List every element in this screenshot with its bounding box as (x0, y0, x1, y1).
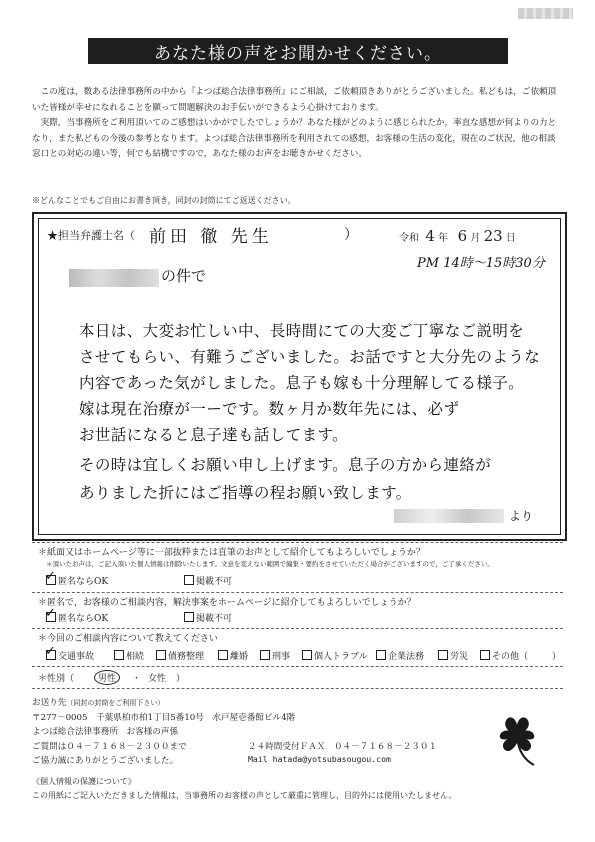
intro-paragraph-1: この度は，数ある法律事務所の中から『よつば総合法律事務所』にご相談，ご依頼頂きありがとうございました。私どもは，ご依頼頂いた皆様が幸せになれることを願って問題解決のお手伝いができるよう心掛けております。 (32, 87, 557, 113)
date-month-unit: 月 (470, 233, 481, 244)
date-era: 令和 (399, 233, 419, 244)
date-year: 4 (425, 227, 435, 245)
checkbox[interactable] (184, 612, 194, 622)
checkbox[interactable] (302, 650, 312, 660)
checkbox[interactable] (184, 575, 194, 585)
intro-text (32, 85, 564, 163)
address-title: お送り先（同封の封筒をご利用下さい） (32, 698, 165, 708)
option-labor-accident[interactable]: 労災 (438, 649, 468, 662)
consult-time: PM 14時～15時30分 (417, 256, 545, 271)
question-publish-consent (32, 542, 563, 592)
postal-address: 〒277－0005 千葉県柏市柏1丁目5番10号 水戸屋壱番館ビル4階 (32, 713, 296, 723)
option-not-allowed[interactable]: 掲載不可 (184, 574, 232, 587)
clover-logo-icon (490, 707, 545, 772)
option-other[interactable]: その他（ (480, 649, 528, 662)
date-month: 6 (457, 227, 468, 245)
option-not-allowed[interactable]: 掲載不可 (184, 611, 232, 624)
question-title: ＊性別（ (38, 674, 75, 684)
signature-suffix: より (509, 509, 534, 523)
question-case-consent (32, 592, 563, 628)
checkbox[interactable] (260, 650, 270, 660)
lawyer-name: 前田 徹 先生 (149, 227, 273, 247)
option-debt[interactable]: 債務整理 (156, 649, 204, 662)
checkbox[interactable] (480, 650, 490, 660)
lawyer-label: ★担当弁護士名（ (47, 229, 135, 242)
case-suffix: の件で (161, 267, 207, 285)
date-field (399, 227, 516, 245)
fax-info: ２４時間受付ＦＡＸ ０４－７１６８－２３０１ (248, 742, 438, 752)
question-gender (32, 666, 563, 688)
checkbox[interactable] (438, 650, 448, 660)
gender-separator: ・ (132, 674, 142, 684)
comment-line: お世話になると息子達も話してます。 (79, 426, 349, 444)
comment-line: させてもらい、有難うございました。お話ですと大分先のような (79, 348, 541, 366)
lawyer-paren-close: ） (344, 227, 358, 243)
phone-info: ご質問は０４－７１６８－２３００まで (32, 742, 187, 752)
comment-box[interactable] (32, 212, 567, 541)
checkbox[interactable] (45, 644, 56, 660)
option-corporate[interactable]: 企業法務 (376, 649, 424, 662)
office-name: よつば総合法律事務所 お客様の声係 (32, 727, 179, 737)
date-day-unit: 日 (505, 233, 516, 244)
intro-paragraph-2: 実際，当事務所をご利用頂いてのご感想はいかがでしたでしょうか？あなた様がどのように感じられたか，率直な感想が何よりの力となり，また私どもの今後の参考となります。よつば総合法律事務所を利用されての感想，お客様の生活の変化，現在のご状況，他の相談窓口との対応の違い等，何でも結構ですので，あなた様のお声をお聴きかせください。 (32, 118, 557, 159)
option-inheritance[interactable]: 相続 (114, 649, 144, 662)
option-traffic-accident[interactable]: ✓ 交通事故 (45, 644, 95, 662)
comment-line: 内容であった気がしました。息子も嫁も十分理解してる様子。 (79, 374, 525, 392)
instruction-note: ※どんなことでもご自由にお書き頂き，同封の封筒にてご返送ください。 (32, 196, 296, 205)
comment-line: ありました折にはご指導の程お願い致します。 (79, 484, 412, 502)
checkbox[interactable] (218, 650, 228, 660)
question-note: ＊頂いたお声は，ご記入頂いた個人情報は削除いたします。文意を変えない範囲で編集・要約をさせていただく場合がございますので，ご了承ください。 (46, 560, 494, 568)
checkbox[interactable] (45, 606, 56, 622)
redacted-corner-mark (518, 8, 573, 19)
check-mark-icon: ✓ (45, 569, 56, 584)
checkbox[interactable] (376, 650, 386, 660)
option-female[interactable]: 女性 (148, 674, 167, 684)
redacted-case-name (69, 269, 159, 287)
gender-close: ） (176, 674, 186, 684)
question-title: ＊匿名で，お客様のご相談内容，解決事案をホームページに紹介してもよろしいでしょうか？ (38, 598, 416, 608)
option-anonymous-ok[interactable]: ✓ 匿名ならOK (45, 569, 109, 587)
page-title: あなた様の声をお聞かせください。 (88, 38, 508, 64)
comment-line: 本日は、大変お忙しい中、長時間にての大変ご丁寧なご説明を (79, 322, 525, 340)
question-title: ＊今回のご相談内容について教えてください (38, 634, 218, 644)
privacy-text: この用紙にご記入いただきました情報は，当事務所のお客様の声として厳重に管理し，目的外には使用いたしません。 (32, 791, 457, 800)
redacted-signature (394, 509, 504, 523)
checkbox[interactable] (45, 569, 56, 585)
date-year-unit: 年 (438, 233, 449, 244)
email-info: Mail hatada@yotsubasougou.com (248, 754, 391, 764)
comment-line: 嫁は現在治療が一ーです。数ヶ月か数年先には、必ず (79, 400, 460, 418)
privacy-title: 《個人情報の保護について》 (32, 777, 136, 786)
checkbox[interactable] (114, 650, 124, 660)
option-criminal[interactable]: 刑事 (260, 649, 290, 662)
comment-line: その時は宜しくお願い申し上げます。息子の方から連絡が (79, 456, 492, 474)
check-mark-icon: ✓ (45, 644, 56, 659)
option-personal-trouble[interactable]: 個人トラブル (302, 649, 368, 662)
checkbox[interactable] (156, 650, 166, 660)
option-divorce[interactable]: 離婚 (218, 649, 248, 662)
option-other-close: ） (552, 652, 562, 662)
check-mark-icon: ✓ (45, 606, 56, 621)
thanks-text: ご協力誠にありがとうございました。 (32, 756, 179, 766)
question-title: ＊紙面又はホームページ等に一部抜粋または直筆のお声として紹介してもよろしいでしょうか？ (38, 548, 425, 558)
option-male-selected[interactable]: 男性 (94, 670, 120, 685)
option-anonymous-ok[interactable]: ✓ 匿名ならOK (45, 606, 109, 624)
date-day: 23 (483, 227, 503, 245)
question-consult-type (32, 628, 563, 666)
